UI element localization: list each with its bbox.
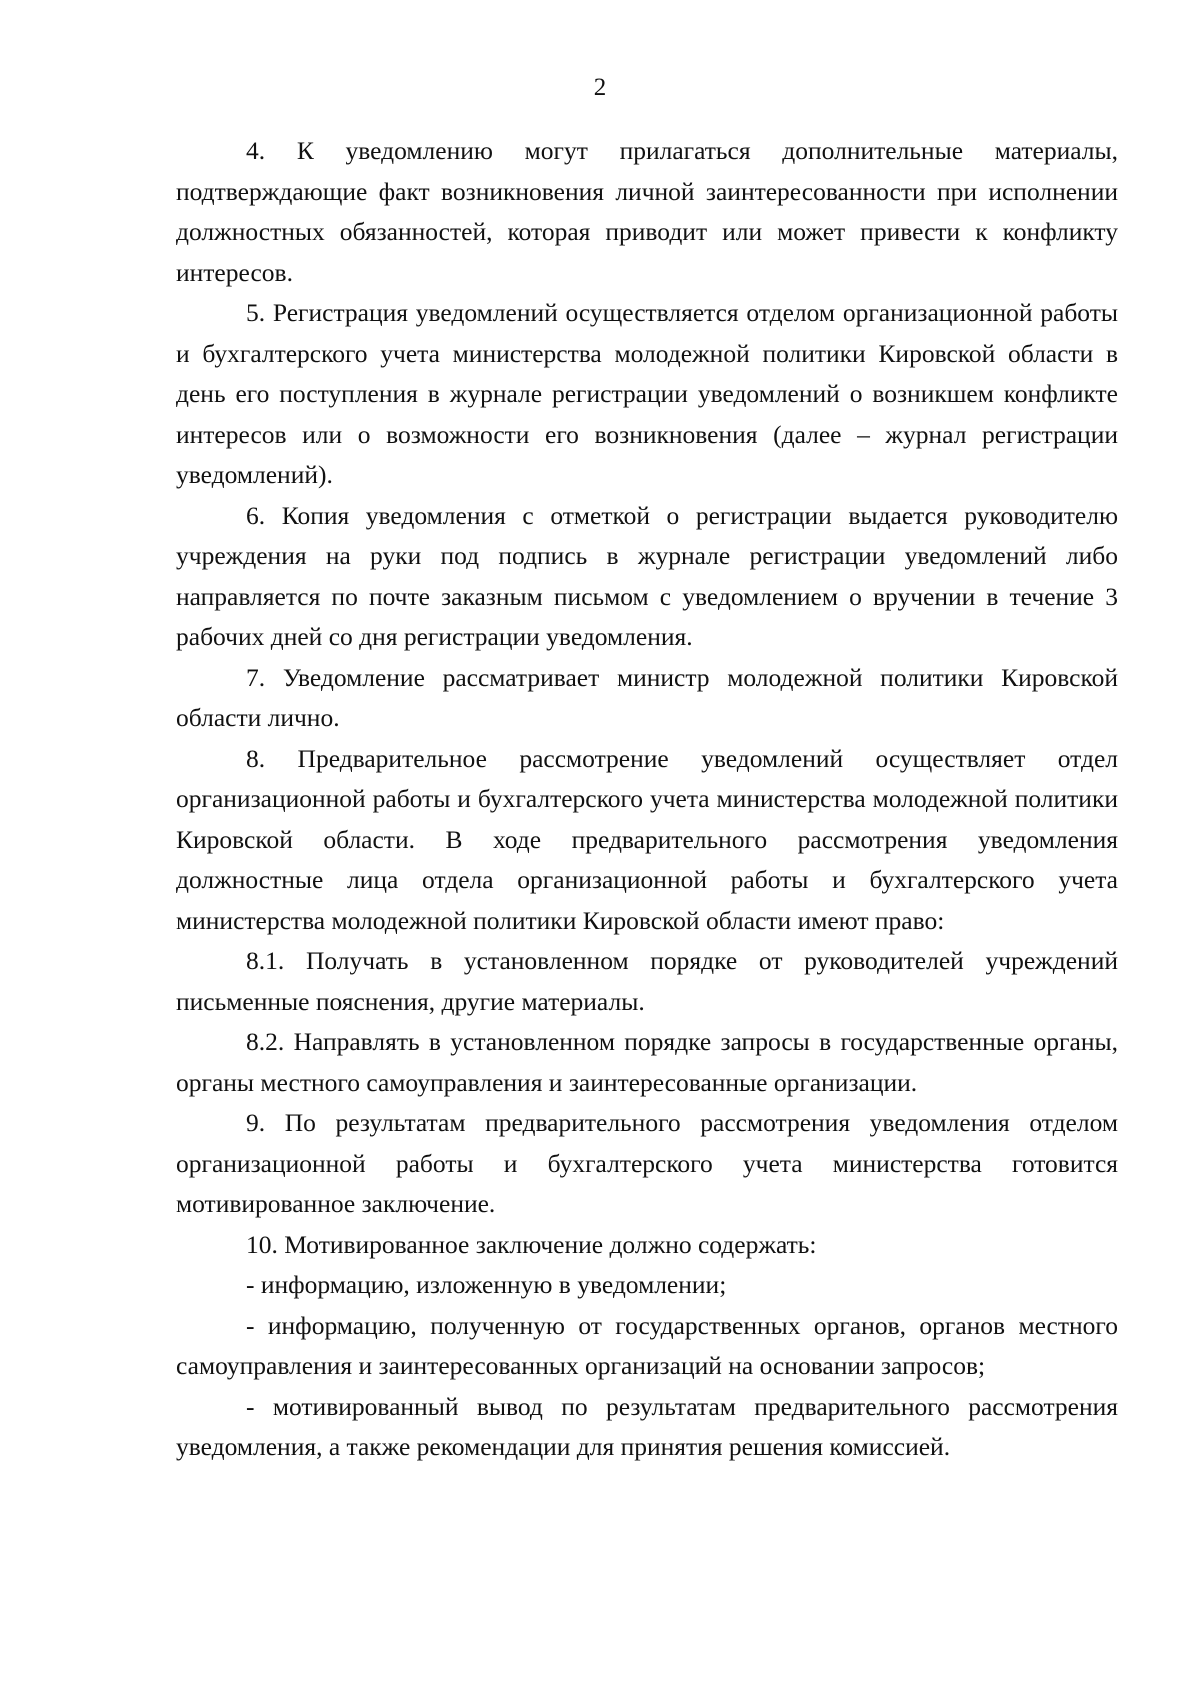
paragraph-8-1: 8.1. Получать в установленном порядке от руководителей учреждений письменные пояснения, другие материалы. — [176, 946, 1118, 1016]
document-body — [176, 131, 1118, 1468]
list-item-motivated-conclusion: - мотивированный вывод по результатам предварительного рассмотрения уведомления, а также рекомендации для принятия решения комиссией. — [176, 1391, 1118, 1461]
paragraph-5: 5. Регистрация уведомлений осуществляется отделом организационной работы и бухгалтерского учета министерства молодежной политики Кировской области в день его поступления в журнале регистрации уведомлений о возникшем конфликте интересов или о возможности его возникновения (далее – журнал регистрации уведомлений). — [176, 298, 1118, 489]
list-item-info-received: - информацию, полученную от государственных органов, органов местного самоуправления и заинтересованных организаций на основании запросов; — [176, 1310, 1118, 1380]
paragraph-4: 4. К уведомлению могут прилагаться дополнительные материалы, подтверждающие факт возникновения личной заинтересованности при исполнении должностных обязанностей, которая приводит или может привести к конфликту интересов. — [176, 136, 1118, 287]
paragraph-6: 6. Копия уведомления с отметкой о регистрации выдается руководителю учреждения на руки под подпись в журнале регистрации уведомлений либо направляется по почте заказным письмом с уведомлением о вручении в течение 3 рабочих дней со дня регистрации уведомления. — [176, 500, 1118, 651]
paragraph-10: 10. Мотивированное заключение должно содержать: — [246, 1229, 817, 1259]
paragraph-7: 7. Уведомление рассматривает министр молодежной политики Кировской области лично. — [176, 662, 1118, 732]
list-item-info-notification: - информацию, изложенную в уведомлении; — [246, 1270, 727, 1299]
page-number: 2 — [593, 74, 607, 101]
paragraph-8: 8. Предварительное рассмотрение уведомлений осуществляет отдел организационной работы и бухгалтерского учета министерства молодежной политики Кировской области. В ходе предварительного рассмотрения уведомления должностные лица отдела организационной работы и бухгалтерского учета министерства молодежной политики Кировской области имеют право: — [176, 743, 1118, 935]
paragraph-9: 9. По результатам предварительного рассмотрения уведомления отделом организационной работы и бухгалтерского учета министерства готовится мотивированное заключение. — [176, 1108, 1118, 1218]
paragraph-8-2: 8.2. Направлять в установленном порядке запросы в государственные органы, органы местного самоуправления и заинтересованные организации. — [176, 1027, 1118, 1097]
